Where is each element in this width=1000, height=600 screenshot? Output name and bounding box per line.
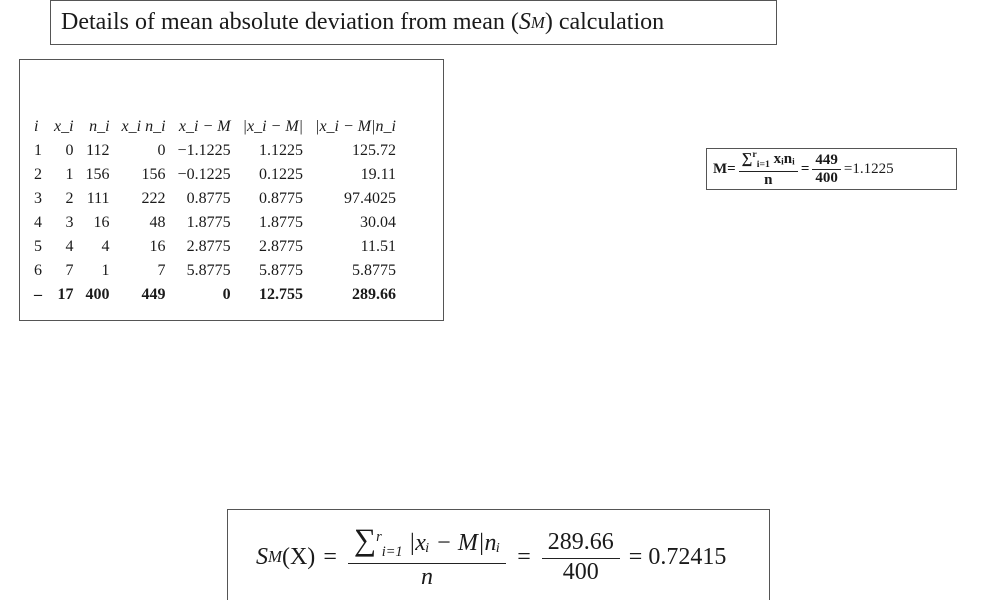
cell: 1	[101, 262, 110, 279]
cell: 11.51	[360, 238, 396, 255]
cell: 449	[141, 286, 166, 303]
title-suffix: ) calculation	[544, 9, 665, 35]
cell: 48	[149, 214, 166, 231]
cell: 16	[149, 238, 166, 255]
mean-value-denominator: 400	[815, 169, 838, 186]
cell: −1.1225	[177, 142, 231, 159]
table-row	[26, 163, 402, 187]
sm-equals-2: =	[517, 543, 531, 570]
header-xi: x_i	[54, 118, 74, 135]
cell: 7	[157, 262, 166, 279]
sm-denominator: n	[421, 564, 434, 591]
mean-denominator: n	[764, 171, 773, 188]
table-row	[26, 211, 402, 235]
mean-equals: =	[800, 160, 810, 177]
cell: 0.1225	[259, 166, 304, 183]
cell: 125.72	[351, 142, 396, 159]
sm-value-numerator: 289.66	[542, 529, 620, 558]
sm-arg: (X)	[281, 543, 316, 570]
sm-symbol: S	[256, 543, 268, 570]
cell: 30.04	[359, 214, 396, 231]
sm-result: = 0.72415	[628, 543, 727, 570]
cell: 2.8775	[259, 238, 304, 255]
cell: 156	[141, 166, 166, 183]
sm-symbol-sub: M	[268, 547, 282, 566]
cell: 7	[65, 262, 74, 279]
cell: 5.8775	[259, 262, 304, 279]
cell: 0	[65, 142, 74, 159]
header-abs-xi-minus-m: |x_i − M|	[242, 118, 304, 135]
cell: –	[34, 286, 42, 303]
table-row	[26, 187, 402, 211]
cell: 6	[34, 262, 42, 279]
sm-value-denominator: 400	[562, 558, 599, 585]
cell: 400	[85, 286, 110, 303]
cell: 0.8775	[186, 190, 231, 207]
sm-formula-box	[227, 509, 770, 600]
cell: 16	[93, 214, 110, 231]
mean-result: =1.1225	[843, 160, 894, 177]
cell: 1	[65, 166, 74, 183]
mean-value-fraction	[812, 152, 841, 186]
cell: 0	[157, 142, 166, 159]
sm-numerator: ∑$^r_{i=1}$ |xᵢ − M|nᵢ	[348, 523, 506, 564]
sm-value-fraction	[542, 529, 620, 585]
table-header-row	[26, 115, 402, 139]
sm-fraction	[348, 523, 506, 590]
cell: 3	[65, 214, 74, 231]
title-prefix: Details of mean absolute deviation from mean (	[61, 9, 519, 35]
cell: 12.755	[259, 286, 304, 303]
cell: 3	[34, 190, 42, 207]
table-total-row	[26, 283, 402, 307]
mean-lhs: M=	[713, 160, 736, 177]
cell: 111	[86, 190, 110, 207]
cell: 2	[65, 190, 74, 207]
cell: 1.1225	[259, 142, 304, 159]
cell: 5.8775	[351, 262, 396, 279]
cell: −0.1225	[177, 166, 231, 183]
cell: 1	[34, 142, 42, 159]
cell: 0.8775	[259, 190, 304, 207]
cell: 112	[86, 142, 110, 159]
cell: 4	[34, 214, 42, 231]
cell: 156	[85, 166, 110, 183]
mean-fraction	[739, 150, 798, 188]
cell: 5.8775	[186, 262, 231, 279]
cell: 5	[34, 238, 42, 255]
cell: 19.11	[360, 166, 396, 183]
header-i: i	[34, 118, 39, 135]
title-symbol: S	[518, 9, 531, 35]
header-ni: n_i	[89, 118, 110, 135]
cell: 4	[101, 238, 110, 255]
cell: 1.8775	[186, 214, 231, 231]
cell: 222	[141, 190, 166, 207]
cell: 289.66	[351, 286, 396, 303]
table-row	[26, 259, 402, 283]
cell: 4	[65, 238, 74, 255]
table-row	[26, 139, 402, 163]
calculation-table-box	[19, 59, 444, 321]
cell: 1.8775	[259, 214, 304, 231]
title-symbol-sub: M	[530, 12, 545, 32]
mean-formula-box	[706, 148, 957, 190]
calculation-table	[26, 115, 402, 307]
header-abs-xi-minus-m-ni: |x_i − M|n_i	[315, 118, 396, 135]
cell: 0	[222, 286, 231, 303]
table-row	[26, 235, 402, 259]
cell: 97.4025	[343, 190, 396, 207]
mean-numerator: ∑$^r_{i=1}$ xᵢnᵢ	[739, 150, 798, 172]
header-xi-minus-m: x_i − M	[178, 118, 231, 135]
cell: 2.8775	[186, 238, 231, 255]
mean-value-numerator: 449	[812, 152, 841, 170]
title-box	[50, 0, 777, 45]
sm-equals: =	[323, 543, 337, 570]
header-xini: x_i n_i	[121, 118, 166, 135]
cell: 2	[34, 166, 42, 183]
cell: 17	[57, 286, 74, 303]
